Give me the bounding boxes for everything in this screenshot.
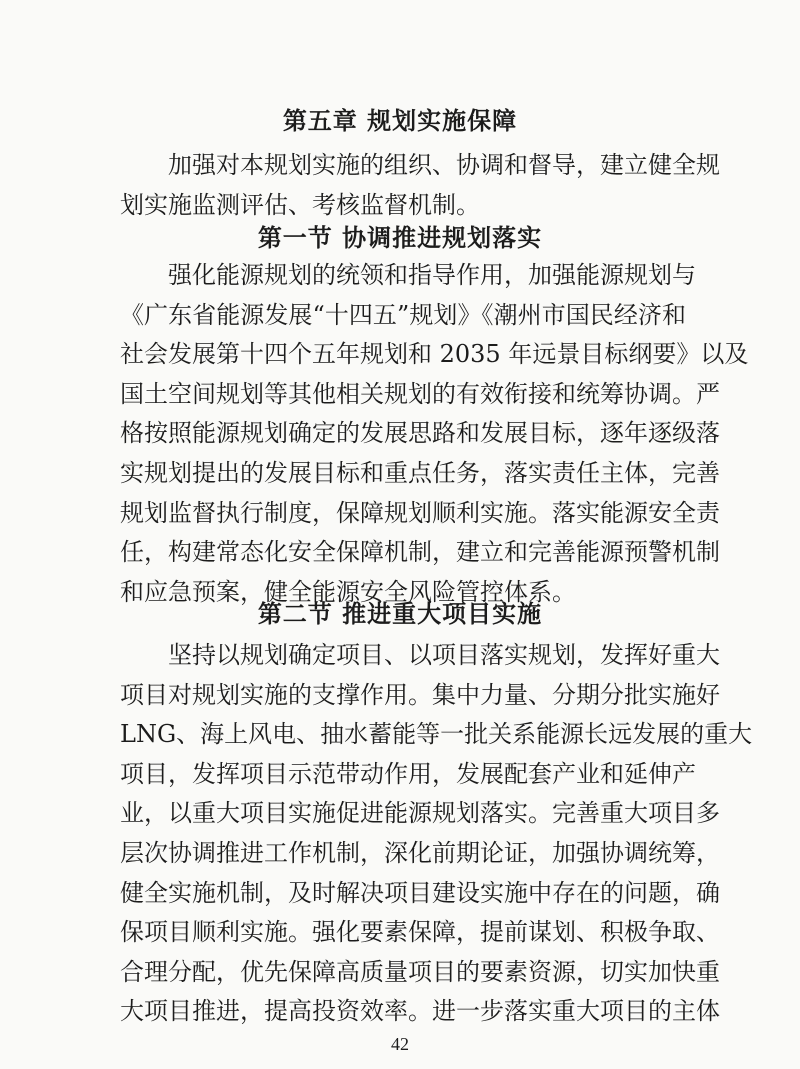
paragraph-line: 大项目推进，提高投资效率。进一步落实重大项目的主体 [120, 997, 720, 1026]
paragraph-line: 层次协调推进工作机制，深化前期论证，加强协调统筹， [120, 838, 720, 867]
paragraph-line: 《广东省能源发展“十四五”规划》《潮州市国民经济和 [120, 300, 686, 329]
paragraph-line: 实规划提出的发展目标和重点任务，落实责任主体，完善 [120, 458, 720, 487]
chapter-intro [120, 146, 720, 225]
paragraph-line: 国土空间规划等其他相关规划的有效衔接和统筹协调。严 [120, 379, 720, 408]
paragraph-line: 项目，发挥项目示范带动作用，发展配套产业和延伸产 [120, 759, 696, 788]
section-title-1: 第一节 协调推进规划落实 [257, 223, 543, 252]
paragraph-line: 任，构建常态化安全保障机制，建立和完善能源预警机制 [120, 538, 720, 567]
section-2-body [120, 636, 753, 1032]
section-1-body [120, 256, 749, 612]
paragraph-line: 健全实施机制，及时解决项目建设实施中存在的问题，确 [120, 878, 720, 907]
paragraph-line: 保项目顺利实施。强化要素保障，提前谋划、积极争取、 [120, 918, 720, 947]
paragraph-line: 划实施监测评估、考核监督机制。 [120, 190, 480, 219]
page-number: 42 [391, 1034, 409, 1054]
paragraph-line: 社会发展第十四个五年规划和 2035 年远景目标纲要》以及 [120, 340, 749, 369]
paragraph-line: 业，以重大项目实施促进能源规划落实。完善重大项目多 [120, 799, 720, 828]
paragraph-line: 规划监督执行制度，保障规划顺利实施。落实能源安全责 [120, 498, 720, 527]
paragraph-line: 格按照能源规划确定的发展思路和发展目标，逐年逐级落 [120, 419, 720, 448]
paragraph-line: 和应急预案，健全能源安全风险管控体系。 [120, 577, 576, 606]
paragraph-line: 合理分配，优先保障高质量项目的要素资源，切实加快重 [120, 957, 720, 986]
paragraph-line: 强化能源规划的统领和指导作用，加强能源规划与 [168, 261, 696, 289]
paragraph-line: LNG、海上风电、抽水蓄能等一批关系能源长远发展的重大 [120, 720, 753, 749]
paragraph-line: 坚持以规划确定项目、以项目落实规划，发挥好重大 [168, 641, 720, 669]
section-title-2: 第二节 推进重大项目实施 [257, 599, 543, 628]
paragraph-line: 加强对本规划实施的组织、协调和督导，建立健全规 [168, 151, 720, 179]
paragraph-line: 项目对规划实施的支撑作用。集中力量、分期分批实施好 [120, 680, 720, 709]
chapter-title: 第五章 规划实施保障 [282, 107, 518, 135]
